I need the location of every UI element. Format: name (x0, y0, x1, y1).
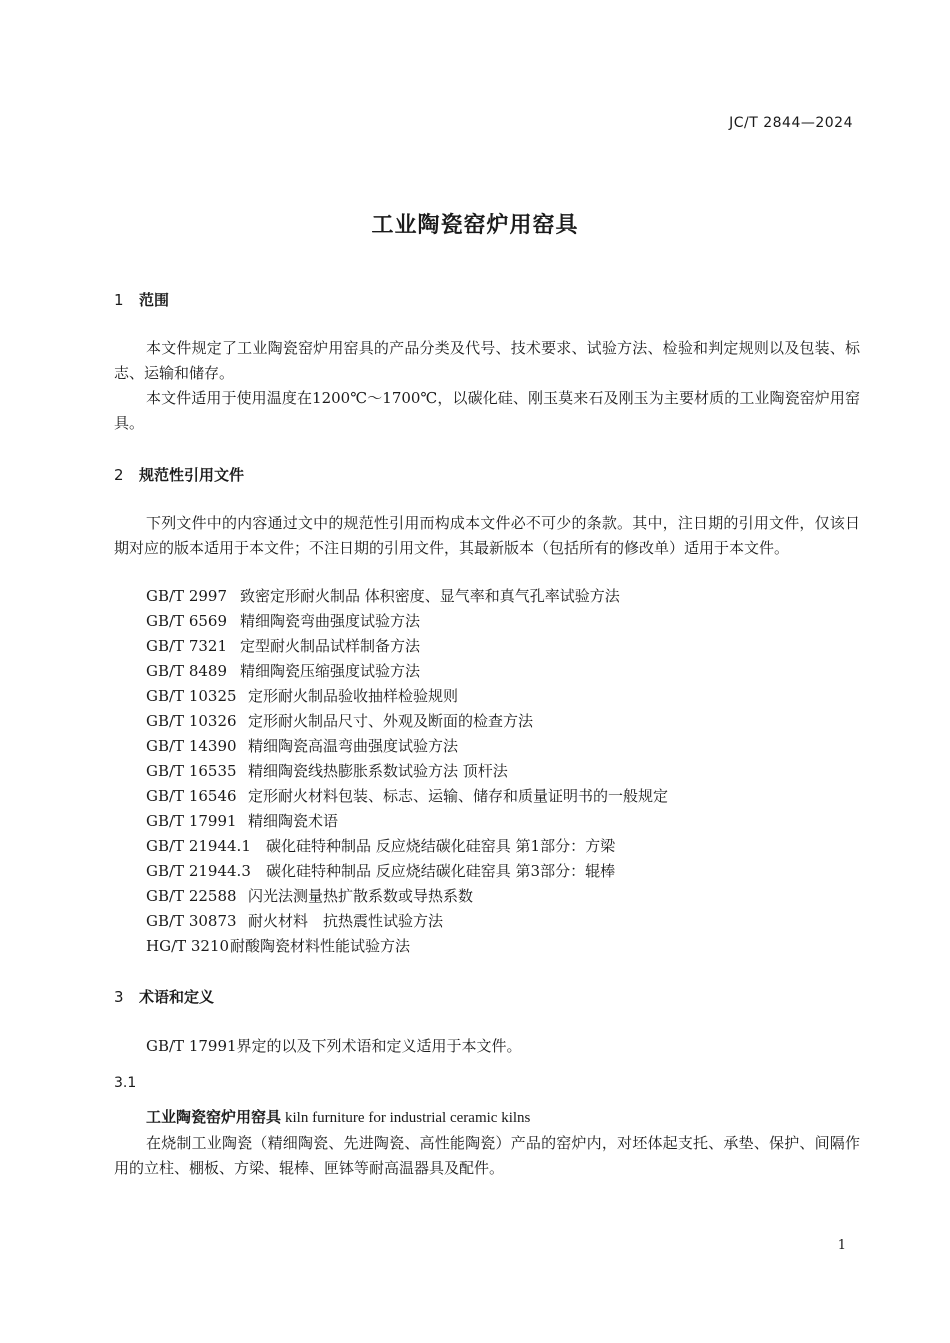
scope-paragraph-1: 本文件规定了工业陶瓷窑炉用窑具的产品分类及代号、技术要求、试验方法、检验和判定规则以及包装、标志、运输和储存。 (114, 339, 860, 382)
reference-item (146, 759, 668, 784)
reference-code: GB/T 21944.1 (146, 837, 251, 855)
reference-code: GB/T 10325 (146, 687, 237, 705)
reference-item (146, 884, 668, 909)
reference-code: GB/T 6569 (146, 612, 228, 630)
reference-item (146, 784, 668, 809)
reference-item (146, 659, 668, 684)
section-1-heading (114, 289, 169, 310)
section-number: 3 (114, 988, 124, 1006)
reference-item (146, 734, 668, 759)
reference-code: GB/T 16535 (146, 762, 237, 780)
reference-title: 精细陶瓷高温弯曲强度试验方法 (248, 737, 459, 755)
reference-title: 耐酸陶瓷材料性能试验方法 (230, 937, 411, 955)
section-number: 2 (114, 466, 124, 484)
term-chinese: 工业陶瓷窑炉用窑具 (146, 1108, 282, 1126)
reference-list (146, 584, 668, 959)
reference-title: 定形耐火材料包装、标志、运输、储存和质量证明书的一般规定 (248, 787, 669, 805)
section-3-heading (114, 986, 214, 1007)
reference-code: GB/T 16546 (146, 787, 237, 805)
reference-code: GB/T 7321 (146, 637, 228, 655)
standard-number: JC/T 2844—2024 (729, 115, 853, 131)
reference-item (146, 584, 668, 609)
reference-title: 精细陶瓷压缩强度试验方法 (240, 662, 421, 680)
section-title: 规范性引用文件 (139, 466, 245, 484)
reference-code: HG/T 3210 (146, 937, 230, 955)
reference-code: GB/T 2997 (146, 587, 228, 605)
section-title: 范围 (139, 291, 170, 309)
terms-intro: GB/T 17991界定的以及下列术语和定义适用于本文件。 (146, 1037, 522, 1055)
reference-code: GB/T 14390 (146, 737, 237, 755)
reference-item (146, 834, 668, 859)
reference-item (146, 909, 668, 934)
reference-title: 定形耐火制品尺寸、外观及断面的检查方法 (248, 712, 534, 730)
reference-item (146, 934, 668, 959)
reference-title: 精细陶瓷弯曲强度试验方法 (240, 612, 421, 630)
reference-title: 定型耐火制品试样制备方法 (240, 637, 421, 655)
reference-title: 精细陶瓷术语 (248, 812, 339, 830)
reference-title: 精细陶瓷线热膨胀系数试验方法 顶杆法 (248, 762, 508, 780)
reference-item (146, 609, 668, 634)
section-2-heading (114, 464, 244, 485)
reference-title: 碳化硅特种制品 反应烧结碳化硅窑具 第3部分：辊棒 (266, 862, 616, 880)
reference-title: 致密定形耐火制品 体积密度、显气率和真气孔率试验方法 (240, 587, 620, 605)
reference-title: 碳化硅特种制品 反应烧结碳化硅窑具 第1部分：方梁 (266, 837, 616, 855)
scope-paragraph-2: 本文件适用于使用温度在1200℃～1700℃，以碳化硅、刚玉莫来石及刚玉为主要材质的工业陶瓷窑炉用窑具。 (114, 389, 860, 432)
reference-code: GB/T 17991 (146, 812, 237, 830)
section-number: 1 (114, 291, 124, 309)
reference-code: GB/T 8489 (146, 662, 228, 680)
reference-item (146, 859, 668, 884)
term-english: kiln furniture for industrial ceramic kilns (285, 1110, 531, 1126)
reference-code: GB/T 10326 (146, 712, 237, 730)
reference-item (146, 809, 668, 834)
reference-item (146, 709, 668, 734)
references-intro: 下列文件中的内容通过文中的规范性引用而构成本文件必不可少的条款。其中，注日期的引用文件，仅该日期对应的版本适用于本文件；不注日期的引用文件，其最新版本（包括所有的修改单）适用于本文件。 (114, 514, 860, 557)
section-title: 术语和定义 (139, 988, 215, 1006)
reference-item (146, 684, 668, 709)
term-entry (146, 1106, 530, 1127)
reference-item (146, 634, 668, 659)
term-number: 3.1 (114, 1075, 137, 1091)
reference-title: 闪光法测量热扩散系数或导热系数 (248, 887, 474, 905)
reference-code: GB/T 21944.3 (146, 862, 251, 880)
term-definition: 在烧制工业陶瓷（精细陶瓷、先进陶瓷、高性能陶瓷）产品的窑炉内，对坯体起支托、承垫、保护、间隔作用的立柱、棚板、方梁、辊棒、匣钵等耐高温器具及配件。 (114, 1134, 860, 1177)
reference-code: GB/T 22588 (146, 887, 237, 905)
reference-title: 定形耐火制品验收抽样检验规则 (248, 687, 459, 705)
reference-title: 耐火材料 抗热震性试验方法 (248, 912, 444, 930)
document-title: 工业陶瓷窑炉用窑具 (371, 213, 579, 238)
reference-code: GB/T 30873 (146, 912, 237, 930)
page-number: 1 (837, 1238, 846, 1253)
